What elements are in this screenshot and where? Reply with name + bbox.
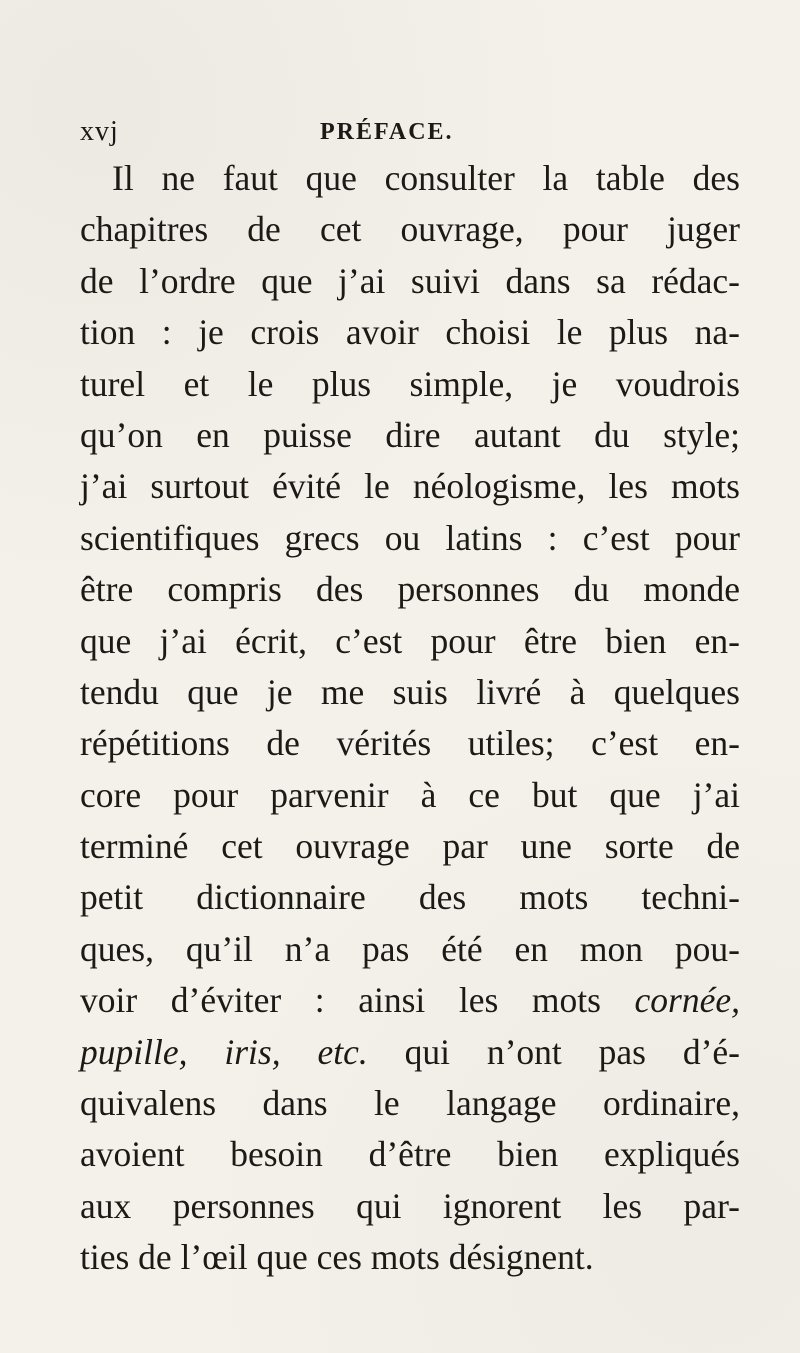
text-line: core pour parvenir à ce but que j’ai	[80, 774, 740, 815]
text-line: tion : je crois avoir choisi le plus na-	[80, 312, 740, 353]
running-head	[0, 112, 800, 152]
text-line: ques, qu’il n’a pas été en mon pou-	[80, 928, 740, 969]
text-line: petit dictionnaire des mots techni-	[80, 877, 740, 918]
text-line: tendu que je me suis livré à quelques	[80, 671, 740, 712]
text-line: de l’ordre que j’ai suivi dans sa rédac-	[80, 260, 740, 301]
text-line: aux personnes qui ignorent les par-	[80, 1185, 740, 1226]
italic-term: pupille, iris, etc.	[80, 1031, 368, 1072]
text-line: chapitres de cet ouvrage, pour juger	[80, 209, 740, 250]
text-line: être compris des personnes du monde	[80, 569, 740, 610]
text-segment: voir d’éviter : ainsi les mots	[80, 980, 601, 1021]
text-line: avoient besoin d’être bien expliqués	[80, 1134, 740, 1175]
text-line: Il ne faut que consulter la table des	[112, 158, 740, 198]
body-text	[80, 153, 740, 1284]
page-number: xvj	[80, 116, 119, 147]
text-line: terminé cet ouvrage par une sorte de	[80, 826, 740, 867]
text-line-with-italic	[80, 975, 740, 1026]
text-line: qu’on en puisse dire autant du style;	[80, 414, 740, 455]
italic-term: cornée,	[634, 980, 740, 1021]
text-line: quivalens dans le langage ordinaire,	[80, 1083, 740, 1124]
text-line-with-italic	[80, 1027, 740, 1078]
text-line: scientifiques grecs ou latins : c’est pour	[80, 517, 740, 558]
text-line: répétitions de vérités utiles; c’est en-	[80, 723, 740, 764]
text-segment: qui n’ont pas d’é-	[404, 1031, 740, 1072]
running-title: PRÉFACE.	[320, 119, 454, 145]
text-line: j’ai surtout évité le néologisme, les mots	[80, 466, 740, 507]
text-line: que j’ai écrit, c’est pour être bien en-	[80, 620, 740, 661]
text-line: ties de l’œil que ces mots désignent.	[80, 1237, 594, 1278]
text-line: turel et le plus simple, je voudrois	[80, 363, 740, 404]
